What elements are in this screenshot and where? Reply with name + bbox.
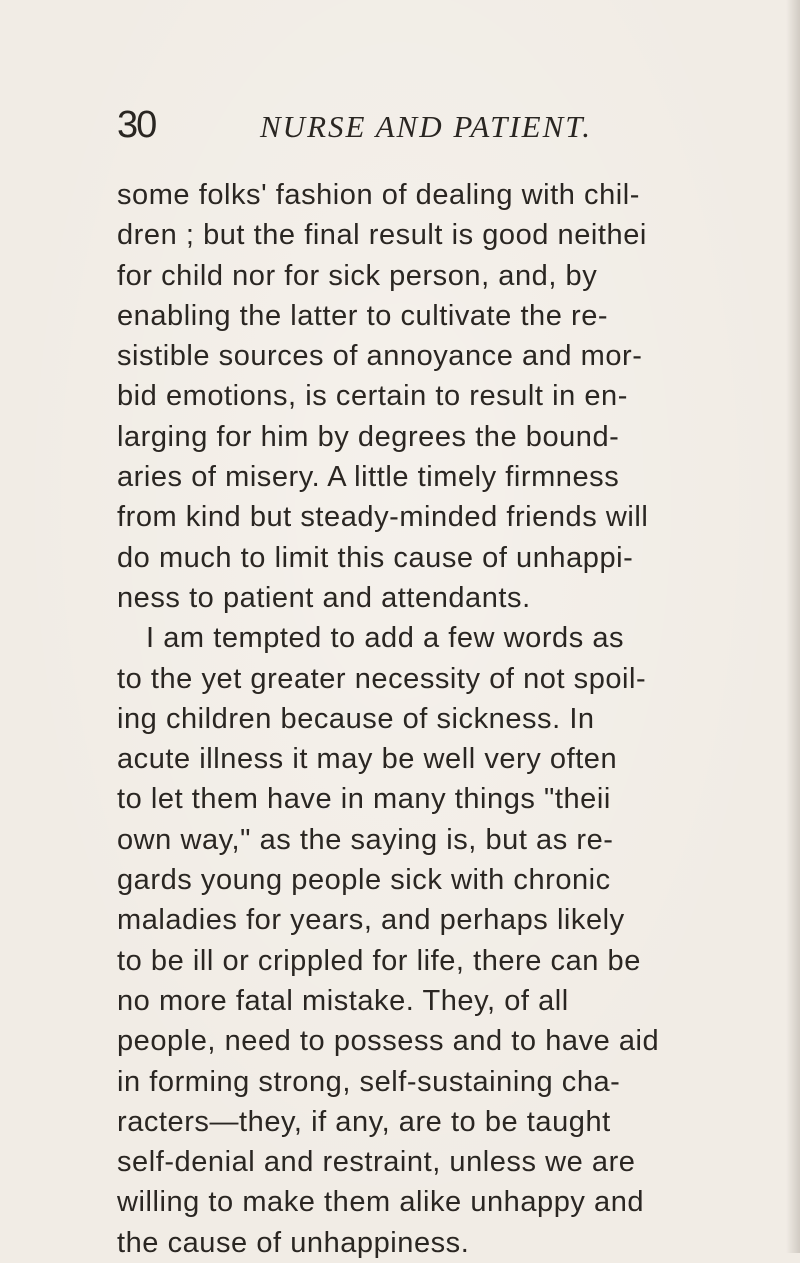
text-line: ness to patient and attendants. <box>117 581 531 614</box>
text-line: dren ; but the final result is good neithei <box>117 219 647 252</box>
text-line: acute illness it may be well very often <box>117 743 618 776</box>
page-header <box>117 103 677 147</box>
page-number: 30 <box>117 104 156 146</box>
text-line: aries of misery. A little timely firmness <box>117 461 620 494</box>
text-line: racters—they, if any, are to be taught <box>117 1105 611 1138</box>
text-line: the cause of unhappiness. <box>117 1226 470 1259</box>
text-line: some folks' fashion of dealing with chil- <box>117 179 640 211</box>
text-line: do much to limit this cause of unhappi- <box>117 541 634 574</box>
text-line: self-denial and restraint, unless we are <box>117 1146 636 1179</box>
text-line: in forming strong, self-sustaining cha- <box>117 1065 621 1098</box>
body-text <box>117 175 717 1263</box>
text-line: to be ill or crippled for life, there can be <box>117 944 641 977</box>
text-line: to let them have in many things "theii <box>117 783 611 816</box>
text-line: from kind but steady-minded friends will <box>117 501 649 534</box>
text-line: gards young people sick with chronic <box>117 864 611 897</box>
text-line: no more fatal mistake. They, of all <box>117 984 569 1017</box>
text-line: own way," as the saying is, but as re- <box>117 823 614 856</box>
running-head: NURSE AND PATIENT. <box>260 109 592 144</box>
page-edge-shadow <box>786 0 800 1253</box>
text-line: sistible sources of annoyance and mor- <box>117 340 643 373</box>
paragraph-first-line: I am tempted to add a few words as <box>146 622 625 655</box>
text-line: enabling the latter to cultivate the re- <box>117 299 609 332</box>
text-line: for child nor for sick person, and, by <box>117 259 598 292</box>
text-line: maladies for years, and perhaps likely <box>117 904 625 937</box>
text-line: ing children because of sickness. In <box>117 702 595 735</box>
text-line: to the yet greater necessity of not spoil- <box>117 662 647 695</box>
text-line: people, need to possess and to have aid <box>117 1025 660 1058</box>
text-line: willing to make them alike unhappy and <box>117 1186 645 1219</box>
text-line: bid emotions, is certain to result in en- <box>117 380 628 413</box>
text-line: larging for him by degrees the bound- <box>117 420 620 453</box>
